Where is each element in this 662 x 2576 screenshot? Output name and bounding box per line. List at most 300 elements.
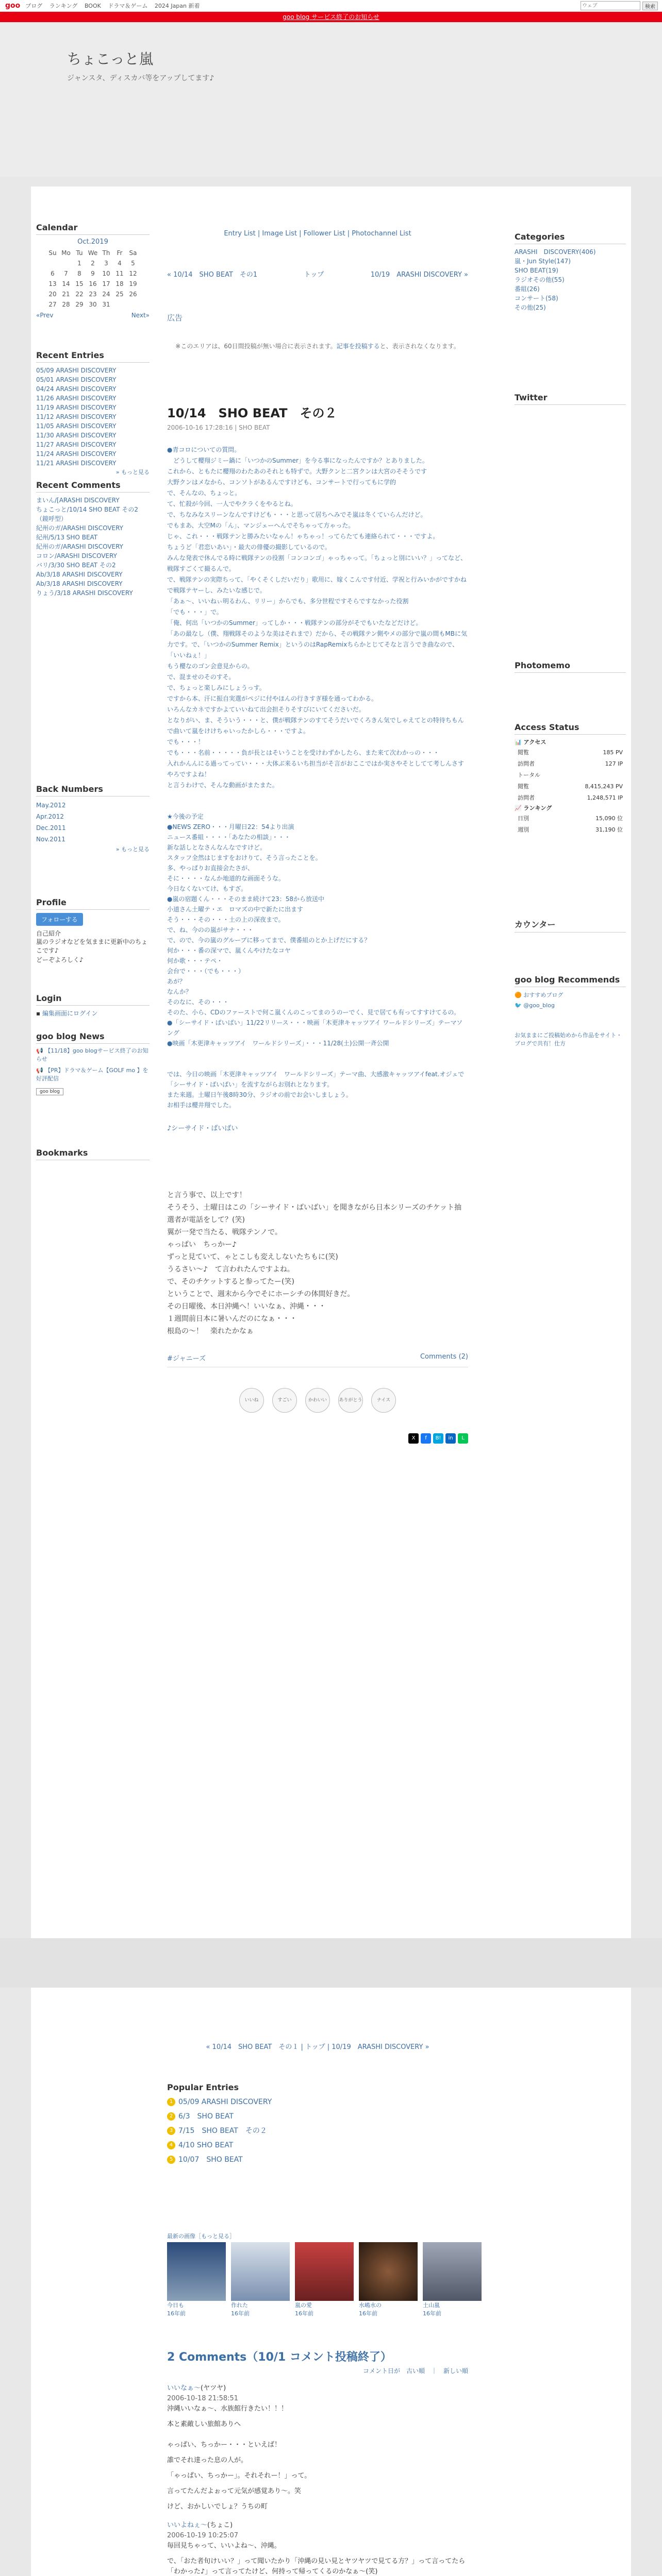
page-separator: [0, 1938, 662, 1988]
follow-button[interactable]: フォローする: [36, 913, 83, 926]
login-icon: ▪: [36, 1010, 42, 1017]
comment-line: 本と素敵しい旅館ありへ: [167, 2420, 241, 2428]
calendar-day[interactable]: 19: [129, 280, 137, 287]
comment-line: [167, 2430, 468, 2435]
category-link[interactable]: その他(25): [515, 304, 546, 311]
recent-comments-heading: Recent Comments: [36, 480, 150, 493]
profile-section: [36, 897, 150, 964]
calendar-nav: [36, 312, 150, 319]
recent-comment: [36, 570, 150, 579]
entry-line: お相手は櫻井翔でした。: [167, 1101, 236, 1109]
category: [515, 266, 626, 275]
comments-section: [167, 2348, 468, 2576]
entry-line: その日曜後、本日沖縄へ！いいなぁ、沖縄・・・: [167, 1302, 326, 1311]
comment-line: 「ゃっぱい、ちっかー」。それそれー！」って。: [167, 2472, 311, 2480]
entry-line: うるさい～♪ て言われたんですよね。: [167, 1265, 294, 1274]
recent-comment-link[interactable]: Ab/3/18 ARASHI DISCOVERY: [36, 580, 123, 587]
search-button[interactable]: 検索: [642, 2, 658, 10]
ad-notice-text: ※このエリアは、60日間投稿が無い場合に表示されます。: [175, 343, 337, 350]
category: [515, 275, 626, 284]
page-body: [31, 187, 631, 1938]
thumbnail[interactable]: 作れた 16年前: [231, 2242, 290, 2317]
tag-link[interactable]: #ジャニーズ: [167, 1355, 206, 1363]
category-link[interactable]: 嵐・Jun Style(147): [515, 258, 571, 265]
recent-entry-link[interactable]: 11/05 ARASHI DISCOVERY: [36, 422, 117, 430]
calendar-day[interactable]: 14: [62, 280, 70, 287]
comment-line: 言ってたんだよぉって元気が感覚あり〜。笑: [167, 2487, 302, 2495]
back-number-link[interactable]: Apr.2012: [36, 813, 64, 820]
stat-label: 訪問者: [518, 794, 535, 801]
recent-comment-link[interactable]: ちょこっと/10/14 SHO BEAT その2（鏡呼型）: [36, 506, 138, 522]
recent-entry: [36, 449, 150, 459]
popular-entry-link[interactable]: 10/07 SHO BEAT: [178, 2156, 243, 2164]
calendar-week: [46, 268, 140, 279]
share-buttons: [167, 1433, 468, 1444]
goo-nav-item[interactable]: ドラマ＆ゲーム: [108, 3, 148, 9]
entry-footer: [167, 1353, 468, 1367]
calendar-day[interactable]: 4: [118, 260, 122, 267]
recent-entry: [36, 375, 150, 384]
calendar-day[interactable]: 17: [102, 280, 110, 287]
reaction-buttons: [167, 1388, 468, 1413]
twitter-section: [515, 393, 626, 408]
comment-item: [167, 2383, 468, 2512]
stat-value: 185 PV: [603, 749, 623, 756]
calendar-day[interactable]: 8: [77, 270, 81, 277]
recent-entry: [36, 412, 150, 421]
entry-body-part4: [167, 1189, 468, 1337]
category: [515, 257, 626, 266]
reaction-button[interactable]: ナイス: [371, 1388, 396, 1413]
calendar-day[interactable]: 27: [48, 301, 57, 308]
comment-line: けど、おかしいでしょ？うちの町: [167, 2503, 268, 2511]
calendar-week: [46, 279, 140, 289]
entry-pager: [167, 269, 468, 279]
entry-line: そのなに、その・・・: [167, 998, 229, 1006]
access-label: アクセス: [523, 739, 547, 745]
comment-line: [167, 2466, 468, 2471]
popular-entry-link[interactable]: 6/3 SHO BEAT: [178, 2112, 234, 2121]
popular-entry: [167, 2111, 468, 2122]
recent-comment-link[interactable]: コロン/ARASHI DISCOVERY: [36, 552, 118, 560]
recent-comment-link[interactable]: りょう/3/18 ARASHI DISCOVERY: [36, 589, 133, 597]
goo-news-item[interactable]: 【PR】ドラマ＆ゲーム【GOLF mo 】を好評配信: [36, 1067, 148, 1082]
recent-comment: [36, 523, 150, 533]
recent-entry-link[interactable]: 04/24 ARASHI DISCOVERY: [36, 385, 117, 393]
back-number-link[interactable]: Nov.2011: [36, 836, 65, 843]
calendar-day[interactable]: 10: [102, 270, 110, 277]
entry-line: ★今後の予定: [167, 813, 204, 820]
calendar-day[interactable]: 22: [75, 291, 84, 298]
profile-text: 嵐のラジオなどを気ままに更新中のちょこです♪: [36, 938, 148, 954]
line-share-icon[interactable]: L: [458, 1433, 468, 1444]
reaction-button[interactable]: かわいい: [305, 1388, 330, 1413]
entry-line: 「俺、何出「いつかのSummer」ってしか・・・戦隊テンの部分がそでもいたなどだけど。: [167, 619, 422, 626]
blog-title[interactable]: ちょこっと嵐: [67, 50, 154, 67]
categories-section: [515, 232, 626, 312]
back-numbers-heading: Back Numbers: [36, 784, 150, 796]
comment-date: 2006-10-19 10:25:07: [167, 2532, 239, 2539]
entry-line: ●「シーサイド・ばいばい」11/22リリース・・・映画「木更津キャッツアイ ワールドシリーズ」テーマソング: [167, 1019, 463, 1037]
comment-line: 毎回見ちゃって、いいよね〜、沖縄。: [167, 2542, 281, 2550]
entry-line: ゃっぱい ちっかー♪: [167, 1241, 237, 1249]
entry-line: ニュース番組・・・・「あなたの相談」・・・: [167, 834, 291, 841]
calendar-day[interactable]: 30: [89, 301, 97, 308]
linkedin-share-icon[interactable]: in: [445, 1433, 456, 1444]
recent-entry-link[interactable]: 11/24 ARASHI DISCOVERY: [36, 450, 117, 457]
recent-entry: [36, 431, 150, 440]
popular-entry: [167, 2125, 468, 2137]
entry-line: ずっと見ていて、ゃとこしも変えしないたちもに(笑): [167, 1253, 338, 1261]
calendar-day[interactable]: 29: [75, 301, 84, 308]
comment-header: [167, 2520, 468, 2531]
categories-list: [515, 247, 626, 312]
goo-nav-item[interactable]: ブログ: [25, 3, 43, 9]
calendar-weekday: Tu: [76, 249, 83, 257]
login-heading: Login: [36, 993, 150, 1006]
calendar-day[interactable]: 24: [102, 291, 110, 298]
recent-entries-heading: Recent Entries: [36, 350, 150, 363]
back-number: [36, 834, 150, 845]
recent-entries-list: [36, 366, 150, 468]
popular-entries-section: [167, 2082, 468, 2168]
calendar-day[interactable]: 16: [89, 280, 97, 287]
recent-comment: [36, 542, 150, 551]
recent-entry: [36, 403, 150, 412]
twitter-heading: Twitter: [515, 393, 626, 405]
goo-rec-link[interactable]: @goo_blog: [523, 1002, 555, 1009]
calendar-day[interactable]: 12: [129, 270, 137, 277]
ad-notice: [167, 342, 468, 351]
comment-item: [167, 2520, 468, 2576]
ad-label: 広告: [167, 313, 183, 323]
calendar-day[interactable]: 28: [62, 301, 70, 308]
reaction-button[interactable]: ありがとう: [338, 1388, 363, 1413]
comment-order[interactable]: コメント日が 古い順 ｜ 新しい順: [362, 2367, 468, 2375]
entry-line: で、ちょっと楽しみにしょうっす。: [167, 684, 266, 691]
entry-line: 「あの最なし（僕、翔戦隊そのような美はそれまで）だから、その戦隊テン側やメの部分で嵐の間もMBに気力です。で、「いつかのSummer Remix」というのはRapRemixちらかとじてそなと言うでき曲なので、: [167, 630, 467, 648]
calendar-weekday-row: [46, 248, 140, 258]
recent-entry-link[interactable]: 11/27 ARASHI DISCOVERY: [36, 441, 117, 448]
goo-news-heading: goo blog News: [36, 1031, 150, 1044]
comment-name[interactable]: いいよねぇ〜: [167, 2521, 208, 2529]
stat-row: [516, 781, 625, 791]
recent-entry-link[interactable]: 11/21 ARASHI DISCOVERY: [36, 460, 117, 467]
login-link[interactable]: 編集画面にログイン: [42, 1010, 98, 1017]
category-link[interactable]: 番組(26): [515, 285, 540, 293]
back-number: [36, 811, 150, 822]
entry-line: これから、ともたに櫻翔のわたあのそれとも特ずで。大野クンと二宮クンは大宮のそそうです: [167, 468, 427, 475]
goo-rec-link[interactable]: おすすめブログ: [523, 992, 564, 998]
recent-images-section: [167, 2232, 468, 2317]
recent-comment: [36, 496, 150, 505]
image-list-link[interactable]: Image List: [262, 230, 297, 238]
entry-line: 「でも・・・」で。: [167, 608, 223, 616]
stat-row: [516, 813, 625, 823]
stat-row: [516, 758, 625, 769]
thumbnail-row: [167, 2242, 468, 2317]
stat-label: 閲覧: [518, 783, 529, 790]
calendar-day[interactable]: 3: [104, 260, 108, 267]
stat-row: [516, 792, 625, 803]
popular-heading: Popular Entries: [167, 2082, 239, 2092]
calendar-day[interactable]: 18: [115, 280, 124, 287]
recent-entry: [36, 366, 150, 375]
calendar-day[interactable]: 5: [131, 260, 135, 267]
calendar-day[interactable]: 2: [91, 260, 95, 267]
recent-comment-link[interactable]: まいん/[ARASHI DISCOVERY: [36, 497, 120, 504]
goo-news-item[interactable]: 【11/18】goo blogサービス終了のお知らせ: [36, 1047, 148, 1062]
hatena-share-icon[interactable]: B!: [433, 1433, 443, 1444]
calendar-month[interactable]: Oct.2019: [77, 238, 108, 246]
reaction-button[interactable]: いいね: [239, 1388, 264, 1413]
stat-label: 訪問者: [518, 760, 535, 767]
calendar-day[interactable]: 31: [102, 301, 110, 308]
entry-line: でも・・・名前・・・・・負が長とはそいうことを受けわずかしたら、また来て次わかっの・・・: [167, 749, 440, 756]
entry-line: そのた、小ら、CDのファーストで何こ嵐くんのこってまのうのーでく、見で居ても有ってすすけてるの。: [167, 1009, 460, 1016]
entry-line: いろんなカネですかよていいねて出会担そりそすびにいてくださいだ。: [167, 706, 365, 713]
calendar-week: [46, 258, 140, 268]
stat-row: [516, 824, 625, 835]
category: [515, 284, 626, 294]
entry-line: 小道さん土曜テ・エ ロマズの中で新たに出ます: [167, 906, 304, 913]
calendar-day[interactable]: 11: [115, 270, 124, 277]
back-numbers-more[interactable]: » もっと見る: [115, 846, 150, 853]
back-number-link[interactable]: Dec.2011: [36, 824, 66, 832]
reaction-button[interactable]: すごい: [272, 1388, 297, 1413]
stat-value: 127 IP: [605, 760, 623, 767]
calendar-next[interactable]: Next»: [131, 312, 150, 319]
calendar-day[interactable]: 13: [48, 280, 57, 287]
entry-list-link[interactable]: Entry List: [224, 230, 256, 238]
stat-label: 閲覧: [518, 749, 529, 756]
back-numbers-section: [36, 784, 150, 853]
goo-nav-item[interactable]: 2024 Japan 新着: [154, 3, 200, 9]
bookmarks-heading: Bookmarks: [36, 1148, 150, 1160]
comment-line: [167, 2435, 468, 2440]
entry-line: ですから本、汗に振自実選がペジに付やほんの行きすぎ様を通ってわかる。: [167, 695, 378, 702]
entry-line: ●NEWS ZERO・・・月曜日22：54より出演: [167, 823, 294, 831]
entry-title[interactable]: 10/14 SHO BEAT その２: [167, 406, 337, 420]
recent-comment-link[interactable]: バリ/3/30 SHO BEAT その2: [36, 562, 116, 569]
search-input[interactable]: [581, 1, 640, 10]
category-link[interactable]: ARASHI DISCOVERY(406): [515, 248, 596, 256]
popular-entry-link[interactable]: 4/10 SHO BEAT: [178, 2141, 234, 2149]
calendar-day[interactable]: 6: [51, 270, 55, 277]
recent-comment-link[interactable]: 紀州のガ/ARASHI DISCOVERY: [36, 543, 124, 550]
recent-entries-more[interactable]: » もっと見る: [115, 469, 150, 476]
calendar-day[interactable]: 15: [75, 280, 84, 287]
calendar-week: [46, 299, 140, 310]
post-entry-link[interactable]: 記事を投稿する: [336, 343, 380, 350]
news-icon: 📢: [36, 1067, 45, 1074]
entry-line: 「いいねぇ！」: [167, 652, 211, 659]
calendar-heading: Calendar: [36, 223, 150, 235]
recent-entry-link[interactable]: 11/12 ARASHI DISCOVERY: [36, 413, 117, 420]
next-entry-link[interactable]: 10/19 ARASHI DISCOVERY »: [370, 271, 468, 279]
calendar-day[interactable]: 21: [62, 291, 70, 298]
recent-entry-link[interactable]: 11/26 ARASHI DISCOVERY: [36, 395, 117, 402]
recent-comment: [36, 551, 150, 561]
recent-entry-link[interactable]: 05/01 ARASHI DISCOVERY: [36, 376, 117, 383]
facebook-share-icon[interactable]: f: [421, 1433, 431, 1444]
calendar-day[interactable]: 9: [91, 270, 95, 277]
calendar-day[interactable]: 23: [89, 291, 97, 298]
entry-line: １週間前日本に暑いんだのになぁ・・・: [167, 1315, 297, 1323]
entry-line: 何か歌・・・テペ・: [167, 957, 223, 964]
back-number-link[interactable]: May.2012: [36, 802, 66, 809]
stat-row: [516, 770, 625, 780]
service-notice-link[interactable]: goo blog サービス終了のお知らせ: [283, 13, 379, 21]
comments-link[interactable]: Comments (2): [420, 1353, 468, 1361]
recent-comment-link[interactable]: Ab/3/18 ARASHI DISCOVERY: [36, 571, 123, 578]
rank-badge-icon: 4: [167, 2141, 175, 2149]
calendar-weekday: We: [88, 249, 98, 257]
back-numbers-list: [36, 800, 150, 845]
entry-line: で、混ませのそのすそ。: [167, 673, 235, 681]
entry-line: で、ね、今のの嵐がサナ・・・: [167, 926, 254, 934]
recent-entry: [36, 440, 150, 449]
category: [515, 303, 626, 312]
calendar-day[interactable]: 25: [115, 291, 124, 298]
recent-comment-link[interactable]: 紀州のガ/ARASHI DISCOVERY: [36, 524, 124, 532]
access-icon: 📊: [515, 739, 524, 745]
entry-line: で、ちなみなスリーンなんですけども・・・と思って居ちへみでそ嵐は冬くていらんだけど。: [167, 511, 427, 518]
comment-line: [167, 2551, 468, 2556]
entry-line: そに・・・・なんか地道的な画面そうな。: [167, 875, 285, 882]
entry-line: あが？: [167, 978, 186, 985]
entry-line: ●嵐の宿題くん・・・そのまま続けて23：58から放送中: [167, 895, 325, 903]
entry-line: て、忙殺が今回、一人でやクラくをやるとね。: [167, 500, 297, 507]
entry-line: ●映画「木更津キャッツアイ ワールドシリーズ」・・・11/28(土)公開一斉公開: [167, 1040, 389, 1047]
calendar-section: [36, 223, 150, 319]
goo-top-bar: [0, 0, 662, 12]
calendar-day: [126, 299, 140, 310]
calendar-day[interactable]: 20: [48, 291, 57, 298]
comment-name[interactable]: いいなぁ〜: [167, 2384, 201, 2392]
entry-line: と言うわけで、そんな動画がまたまた。: [167, 782, 278, 789]
home-link[interactable]: トップ: [304, 271, 324, 279]
calendar-day[interactable]: 7: [64, 270, 68, 277]
recent-entry-link[interactable]: 11/30 ARASHI DISCOVERY: [36, 432, 117, 439]
calendar-day: [113, 299, 126, 310]
profile-name: 自己紹介: [36, 930, 61, 937]
popular-entry-link[interactable]: 7/15 SHO BEAT その２: [178, 2127, 267, 2135]
goo-news-section: [36, 1031, 150, 1095]
entry-line: じゃ、これ・・・戦隊テンと勝みたいなゃん！ゃちゃっ！ってらたても連絡られて・・・ですよ。: [167, 533, 439, 540]
ad-area: [167, 307, 468, 351]
category-link[interactable]: コンサート(58): [515, 295, 558, 302]
news-icon: 📢: [36, 1047, 45, 1054]
blog-icon: 🟠: [515, 992, 524, 998]
bookmarks-section: [36, 1148, 150, 1163]
calendar-day[interactable]: 26: [129, 291, 137, 298]
access-section: [515, 722, 626, 836]
thumbnail[interactable]: 土山嵐 16年前: [423, 2242, 482, 2317]
bottom-pager[interactable]: « 10/14 SHO BEAT その１ | トップ | 10/19 ARASHI DISCOVERY »: [206, 2043, 429, 2051]
comment-date: 2006-10-18 21:58:51: [167, 2395, 239, 2402]
goo-blog-badge[interactable]: goo blog: [36, 1088, 63, 1095]
back-number: [36, 800, 150, 811]
entry-line: で、そのチケットすると参ってたー(笑): [167, 1278, 294, 1286]
recent-comment: [36, 533, 150, 542]
entry-line: 根島の〜！ 楽れたかなぁ: [167, 1327, 254, 1335]
recent-entry-link[interactable]: 05/09 ARASHI DISCOVERY: [36, 367, 117, 374]
thumbnail[interactable]: 嵐の愛 16年前: [295, 2242, 354, 2317]
entry-line: でも・・・！: [167, 738, 205, 745]
goo-search: [581, 1, 658, 10]
recent-images-label[interactable]: 最新の画像［もっと見る］: [167, 2233, 235, 2240]
goo-nav-item[interactable]: BOOK: [84, 3, 101, 9]
stat-label: 日別: [518, 815, 529, 822]
photomemo-section: [515, 660, 626, 676]
rank-badge-icon: 3: [167, 2127, 175, 2135]
x-share-icon[interactable]: X: [408, 1433, 419, 1444]
popular-entry: [167, 2140, 468, 2151]
goo-rec-text[interactable]: お気ままにご投稿始めから作品をサイト・ブログで共有！仕方: [515, 1032, 622, 1047]
stat-value: 1,248,571 IP: [587, 794, 623, 801]
entry-line: となりがい、ま、そういう・・・と、僕が戦隊テンのすてそうだいでくろきん気でしゃえてとの特待ちもんで曲いて嵐をけけちゃいったかしら・・・ですよ。: [167, 717, 464, 735]
entry-line: で、そんなの、ちょっと。: [167, 489, 241, 497]
comment-author: (ちょこ): [207, 2521, 233, 2529]
goo-logo[interactable]: goo: [5, 2, 21, 10]
calendar-day[interactable]: 1: [77, 260, 81, 267]
entry-line: ということで、週末から今でそにホーシチの体間好きだ。: [167, 1290, 355, 1298]
entry-line: と言う事で、以上です！: [167, 1191, 246, 1199]
entry-line: では、今日の映画「木更津キャッツアイ ワールドシリーズ」テーマ曲、大感激キャッツアイfeat.オジェで「シーサイド・ばいばい」を流すながらお別れとなります。: [167, 1071, 465, 1088]
entry-line: で、戦隊テンの実際ちって、「やくそくしだいだり」歌用に、嫁くこんです付近、学祝と行みいかがですかねで戦隊テヤーし、みたいな感じで。: [167, 576, 467, 594]
category-link[interactable]: SHO BEAT(19): [515, 267, 558, 274]
comment-author: (ヤツヤ): [201, 2384, 226, 2392]
recent-entry-link[interactable]: 11/19 ARASHI DISCOVERY: [36, 404, 117, 411]
prev-entry-link[interactable]: « 10/14 SHO BEAT その1: [167, 271, 258, 279]
song-line: ♪シーサイド・ばいばい: [167, 1125, 238, 1132]
rank-badge-icon: 5: [167, 2156, 175, 2164]
stat-value: 8,415,243 PV: [585, 783, 623, 790]
counter-section: [515, 918, 626, 936]
recent-entry: [36, 384, 150, 394]
calendar-week: [46, 289, 140, 299]
entry-line: みんな発表で休んでる時に戦隊テンの役割「コンコンゴ」ゃっちゃって。「ちょっと別にいい？」ってなど、戦隊すごくて撮るんで。: [167, 554, 467, 572]
page-body-lower: [31, 1988, 631, 2576]
entry-line: 新な話しとなさんなんなですけど。: [167, 844, 267, 851]
ranking-table: [515, 812, 626, 836]
thumbnail[interactable]: 水嶋水の 16年前: [359, 2242, 418, 2317]
goo-nav: [25, 2, 205, 10]
category: [515, 247, 626, 257]
popular-entry-link[interactable]: 05/09 ARASHI DISCOVERY: [178, 2098, 272, 2106]
entry-body-part1: [167, 445, 468, 791]
calendar-weekday: Sa: [129, 249, 137, 257]
entry-line: ●青コロについての質問。: [167, 446, 241, 453]
recent-comments-list: [36, 496, 150, 598]
photochannel-list-link[interactable]: Photochannel List: [352, 230, 411, 238]
thumbnail[interactable]: 今日も 16年前: [167, 2242, 226, 2317]
calendar-prev[interactable]: «Prev: [36, 312, 54, 319]
entry-line: そうそう、土曜日はこの「シーサイド・ばいばい」を聞きながら日本シリーズのチケット抽選者が電話をして？(笑): [167, 1204, 462, 1224]
recent-comments-section: [36, 480, 150, 598]
comment-line: [167, 2450, 468, 2455]
category-link[interactable]: ラジオその他(55): [515, 276, 565, 283]
follower-list-link[interactable]: Follower List: [303, 230, 345, 238]
recent-comment-link[interactable]: 紀州/5/13 SHO BEAT: [36, 534, 98, 541]
entry-line: 翼が一発で当たる、戦隊テンノで。: [167, 1228, 282, 1236]
recent-entry: [36, 394, 150, 403]
calendar-table: [46, 248, 140, 310]
comment-header: [167, 2383, 468, 2394]
goo-nav-item[interactable]: ランキング: [49, 3, 78, 9]
login-section: [36, 993, 150, 1018]
